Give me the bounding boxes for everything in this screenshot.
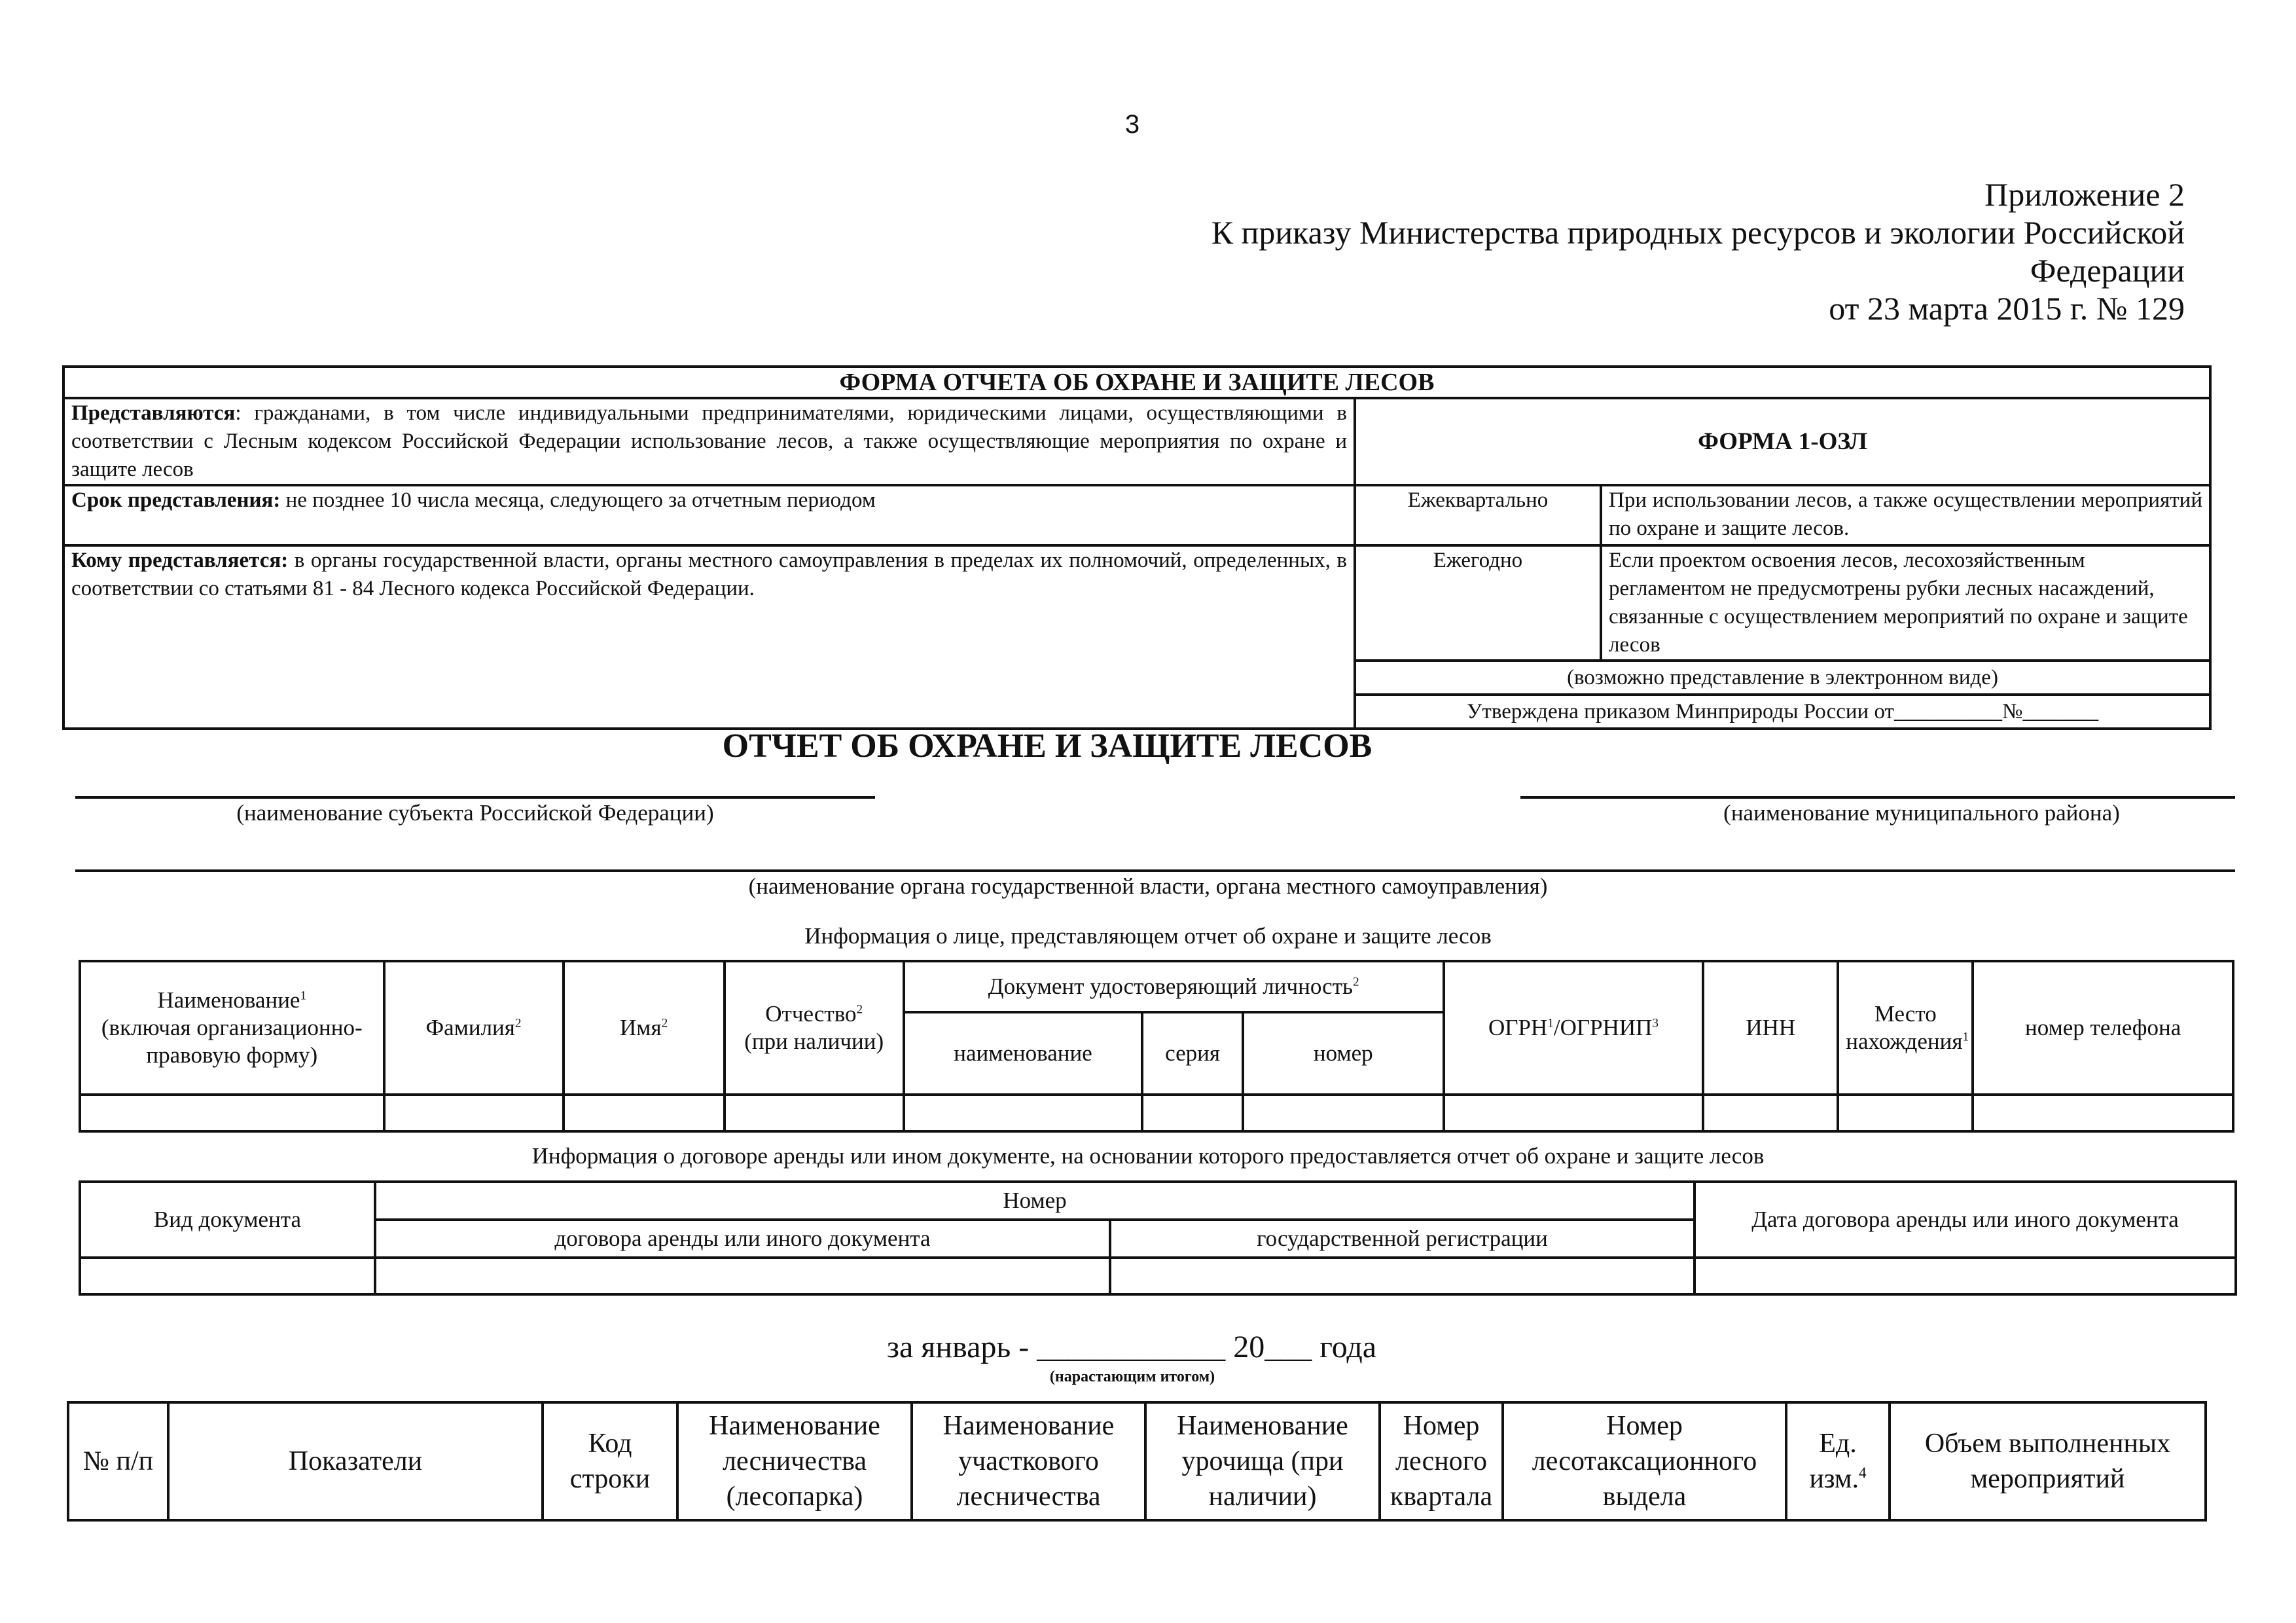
period-suffix: года <box>1319 1330 1377 1364</box>
empty-cell <box>1243 1095 1444 1131</box>
col-inn: ИНН <box>1703 961 1838 1095</box>
empty-cell <box>1695 1258 2236 1294</box>
footnote-2: 2 <box>514 1016 522 1030</box>
col-allotment: Номер лесотаксационного выдела <box>1503 1402 1786 1520</box>
frequency-annually: Ежегодно <box>1355 545 1601 661</box>
col-doc-series: серия <box>1142 1012 1242 1095</box>
person-info-table <box>79 960 2234 1133</box>
col-indicators: Показатели <box>168 1402 543 1520</box>
col-location-label: Место нахождения <box>1846 1001 1963 1054</box>
col-volume: Объем выполненных мероприятий <box>1890 1402 2206 1520</box>
footnote-2: 2 <box>661 1016 668 1030</box>
appendix-block <box>1211 175 2185 327</box>
col-first-name <box>564 961 725 1095</box>
footnote-1: 1 <box>1962 1030 1969 1044</box>
col-lease-number: договора аренды или иного документа <box>375 1220 1110 1258</box>
person-info-empty-row <box>80 1095 2233 1131</box>
appendix-line4: от 23 марта 2015 г. № 129 <box>1829 290 2185 327</box>
electronic-note: (возможно представление в электронном виде) <box>1355 661 2210 695</box>
district-line <box>1520 796 2235 799</box>
approval-note: Утверждена приказом Минприроды России от__________№_______ <box>1355 695 2210 729</box>
period-note: (нарастающим итогом) <box>1049 1368 1215 1385</box>
recipient-cell <box>63 545 1355 729</box>
period-blank: ____________ <box>1037 1330 1226 1364</box>
col-ogrn-label: ОГРН <box>1488 1015 1548 1040</box>
col-surname-label: Фамилия <box>425 1015 515 1040</box>
empty-cell <box>80 1095 384 1131</box>
deadline-cell <box>63 485 1355 545</box>
col-unit-label: Ед. изм. <box>1809 1429 1859 1494</box>
deadline-label: Срок представления: <box>71 488 281 512</box>
col-number: Номер <box>375 1182 1695 1220</box>
col-id-document <box>904 961 1444 1012</box>
footnote-3: 3 <box>1652 1016 1659 1030</box>
col-row-code: Код строки <box>543 1402 677 1520</box>
col-tract: Наименование урочища (при наличии) <box>1145 1402 1380 1520</box>
col-id-document-label: Документ удостоверяющий личность <box>988 974 1353 999</box>
report-period <box>887 1329 1376 1365</box>
col-patronymic-rest: (при наличии) <box>744 1029 884 1054</box>
empty-cell <box>375 1258 1110 1294</box>
empty-cell <box>384 1095 564 1131</box>
col-lease-date: Дата договора аренды или иного документа <box>1695 1182 2236 1258</box>
empty-cell <box>1703 1095 1838 1131</box>
col-patronymic <box>725 961 904 1095</box>
deadline-text: не позднее 10 числа месяца, следующего за отчетным периодом <box>280 488 876 512</box>
empty-cell <box>1838 1095 1973 1131</box>
empty-cell <box>80 1258 375 1294</box>
footnote-2: 2 <box>856 1002 863 1017</box>
lease-info-table <box>79 1180 2237 1296</box>
empty-cell <box>904 1095 1143 1131</box>
subject-line <box>75 796 875 799</box>
col-registration: государственной регистрации <box>1110 1220 1695 1258</box>
authority-line <box>75 869 2235 872</box>
col-ogrn <box>1444 961 1704 1095</box>
page-number: 3 <box>1124 110 1140 139</box>
col-name-label: Наименование <box>157 987 300 1013</box>
recipient-text: в органы государственной власти, органы местного самоуправления в пределах их полномочий, определенных, в соответствии со статьями 81 - 84 Лесного кодекса Российской Федерации. <box>71 549 1348 600</box>
empty-cell <box>1444 1095 1704 1131</box>
person-info-title: Информация о лице, представляющем отчет об охране и защите лесов <box>804 923 1492 949</box>
col-doc-type: Вид документа <box>80 1182 375 1258</box>
col-phone: номер телефона <box>1973 961 2233 1095</box>
submitters-text: : гражданами, в том числе индивидуальными предпринимателями, юридическими лицами, осуществляющими в соответствии с Лесным кодексом Российской Федерации использование лесов, а также осуществляющие мероприятия по охране и защите лесов <box>71 401 1347 481</box>
footnote-4: 4 <box>1859 1464 1867 1481</box>
col-doc-name: наименование <box>904 1012 1143 1095</box>
col-patronymic-label: Отчество <box>765 1001 857 1027</box>
lease-info-title: Информация о договоре аренды или ином документе, на основании которого предоставляется отчет об охране и защите лесов <box>531 1143 1765 1169</box>
col-number-pp: № п/п <box>68 1402 168 1520</box>
form-title: ФОРМА ОТЧЕТА ОБ ОХРАНЕ И ЗАЩИТЕ ЛЕСОВ <box>63 367 2210 398</box>
submitters-label: Представляются <box>71 401 236 425</box>
empty-cell <box>1110 1258 1695 1294</box>
col-unit <box>1786 1402 1890 1520</box>
authority-caption: (наименование органа государственной власти, органа местного самоуправления) <box>748 873 1548 899</box>
form-header-table <box>62 365 2212 730</box>
empty-cell <box>1142 1095 1242 1131</box>
col-ogrnip-label: /ОГРНИП <box>1553 1015 1653 1040</box>
appendix-line2: К приказу Министерства природных ресурсов и экологии Российской <box>1211 214 2185 251</box>
lease-info-empty-row <box>80 1258 2236 1294</box>
col-surname <box>384 961 564 1095</box>
col-district-forestry: Наименование участкового лесничества <box>912 1402 1145 1520</box>
subject-caption: (наименование субъекта Российской Федерации) <box>236 800 714 826</box>
footnote-1: 1 <box>300 989 307 1003</box>
col-doc-number: номер <box>1243 1012 1444 1095</box>
form-code: ФОРМА 1-ОЗЛ <box>1355 398 2210 485</box>
period-year: 20___ <box>1233 1330 1312 1364</box>
col-first-name-label: Имя <box>620 1015 662 1040</box>
footnote-1: 1 <box>1547 1016 1554 1030</box>
empty-cell <box>1973 1095 2233 1131</box>
main-report-table <box>67 1401 2207 1522</box>
col-name <box>80 961 384 1095</box>
col-location <box>1838 961 1973 1095</box>
col-name-rest: (включая организационно-правовую форму) <box>101 1015 363 1068</box>
quarterly-note: При использовании лесов, а также осуществлении мероприятий по охране и защите лесов. <box>1601 485 2210 545</box>
report-title: ОТЧЕТ ОБ ОХРАНЕ И ЗАЩИТЕ ЛЕСОВ <box>722 727 1372 765</box>
footnote-2: 2 <box>1352 975 1359 989</box>
appendix-line1: Приложение 2 <box>1984 176 2185 213</box>
frequency-quarterly: Ежеквартально <box>1355 485 1601 545</box>
empty-cell <box>564 1095 725 1131</box>
submitters-cell <box>63 398 1355 485</box>
recipient-label: Кому представляется: <box>71 549 289 572</box>
empty-cell <box>725 1095 904 1131</box>
district-caption: (наименование муниципального района) <box>1723 800 2120 826</box>
appendix-line3: Федерации <box>2030 252 2185 289</box>
annually-note: Если проектом освоения лесов, лесохозяйственным регламентом не предусмотрены рубки лесных насаждений, связанные с осуществлением мероприятий по охране и защите лесов <box>1601 545 2210 661</box>
col-forest-quarter: Номер лесного квартала <box>1380 1402 1503 1520</box>
period-prefix: за январь - <box>887 1330 1030 1364</box>
col-forestry: Наименование лесничества (лесопарка) <box>677 1402 912 1520</box>
